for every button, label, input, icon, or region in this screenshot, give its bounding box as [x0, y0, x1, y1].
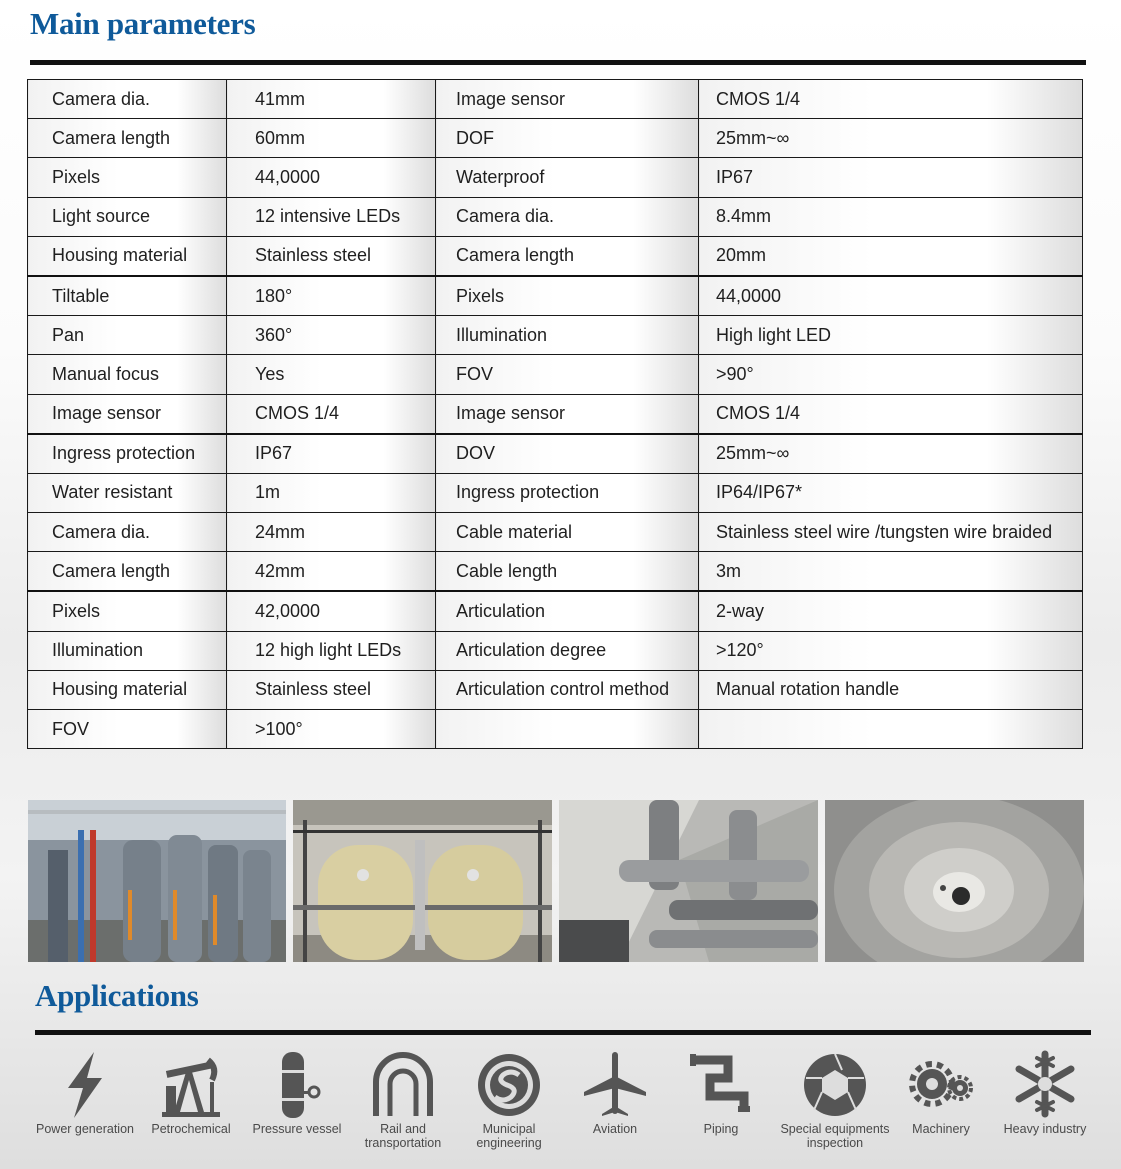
param-label-cell: Illumination — [436, 316, 699, 355]
application-item — [242, 1048, 352, 1136]
param-label-cell: Housing material — [28, 670, 227, 709]
water-tanks-photo — [293, 800, 552, 962]
param-label-cell: Cable length — [436, 552, 699, 592]
param-label-cell: Water resistant — [28, 473, 227, 512]
lightning-icon — [50, 1048, 120, 1122]
application-label: Aviation — [592, 1122, 638, 1136]
application-label: Rail and — [380, 1122, 426, 1136]
application-label: Pressure vessel — [252, 1122, 342, 1136]
param-value-cell: 42mm — [227, 552, 436, 592]
application-label-line2: transportation — [364, 1136, 442, 1150]
param-value-cell: 3m — [699, 552, 1083, 592]
param-label-cell: Camera length — [28, 552, 227, 592]
table-row — [28, 119, 1083, 158]
param-value-cell: >120° — [699, 631, 1083, 670]
table-row — [28, 394, 1083, 434]
param-label-cell: Ingress protection — [436, 473, 699, 512]
application-label: Heavy industry — [1003, 1122, 1087, 1136]
municipal-icon — [474, 1048, 544, 1122]
param-label-cell: Articulation degree — [436, 631, 699, 670]
param-value-cell: 60mm — [227, 119, 436, 158]
snowflake-gear-icon — [1010, 1048, 1080, 1122]
param-value-cell: IP67 — [227, 434, 436, 474]
title-divider — [30, 60, 1086, 65]
param-value-cell: 42,0000 — [227, 591, 436, 631]
param-value-cell: 12 high light LEDs — [227, 631, 436, 670]
applications-list — [30, 1048, 1096, 1163]
param-label-cell: Image sensor — [436, 80, 699, 119]
param-label-cell: Waterproof — [436, 158, 699, 197]
param-label-cell: Camera dia. — [28, 513, 227, 552]
pumpjack-icon — [156, 1048, 226, 1122]
param-label-cell: Tiltable — [28, 276, 227, 316]
application-label: Special equipments — [780, 1122, 890, 1136]
application-item — [780, 1048, 890, 1150]
table-row — [28, 80, 1083, 119]
param-value-cell: 44,0000 — [227, 158, 436, 197]
param-value-cell: Yes — [227, 355, 436, 394]
pipes-photo — [559, 800, 818, 962]
application-label: Machinery — [912, 1122, 970, 1136]
param-label-cell: Pixels — [436, 276, 699, 316]
main-parameters-title: Main parameters — [30, 6, 256, 41]
table-row — [28, 591, 1083, 631]
param-value-cell: Stainless steel — [227, 236, 436, 276]
application-item — [454, 1048, 564, 1150]
param-label-cell: Pixels — [28, 591, 227, 631]
aperture-icon — [800, 1048, 870, 1122]
application-item — [136, 1048, 246, 1136]
param-value-cell: CMOS 1/4 — [699, 394, 1083, 434]
table-row — [28, 513, 1083, 552]
gears-icon — [906, 1048, 976, 1122]
application-item — [990, 1048, 1100, 1136]
application-label-line2: engineering — [476, 1136, 542, 1150]
param-value-cell: 24mm — [227, 513, 436, 552]
application-label: Municipal — [482, 1122, 536, 1136]
param-label-cell: Image sensor — [436, 394, 699, 434]
param-value-cell: CMOS 1/4 — [227, 394, 436, 434]
application-label: Petrochemical — [151, 1122, 231, 1136]
param-label-cell: Pan — [28, 316, 227, 355]
param-value-cell — [699, 710, 1083, 749]
piping-icon — [686, 1048, 756, 1122]
param-value-cell: 360° — [227, 316, 436, 355]
param-value-cell: High light LED — [699, 316, 1083, 355]
param-label-cell: Cable material — [436, 513, 699, 552]
application-label-line2: inspection — [806, 1136, 864, 1150]
airplane-icon — [580, 1048, 650, 1122]
application-item — [348, 1048, 458, 1150]
application-label: Piping — [703, 1122, 739, 1136]
table-row — [28, 316, 1083, 355]
param-value-cell: Stainless steel — [227, 670, 436, 709]
param-value-cell: 12 intensive LEDs — [227, 197, 436, 236]
param-value-cell: 41mm — [227, 80, 436, 119]
param-label-cell: DOV — [436, 434, 699, 474]
param-label-cell — [436, 710, 699, 749]
param-label-cell: Camera length — [436, 236, 699, 276]
application-item — [30, 1048, 140, 1136]
param-label-cell: Camera dia. — [436, 197, 699, 236]
param-label-cell: Pixels — [28, 158, 227, 197]
param-value-cell: 25mm~∞ — [699, 434, 1083, 474]
parameters-table — [27, 79, 1083, 749]
param-label-cell: Articulation — [436, 591, 699, 631]
param-value-cell: Manual rotation handle — [699, 670, 1083, 709]
param-label-cell: Ingress protection — [28, 434, 227, 474]
param-value-cell: IP67 — [699, 158, 1083, 197]
applications-title: Applications — [35, 978, 199, 1013]
param-value-cell: 20mm — [699, 236, 1083, 276]
table-row — [28, 197, 1083, 236]
param-label-cell: Articulation control method — [436, 670, 699, 709]
param-value-cell: 8.4mm — [699, 197, 1083, 236]
application-label: Power generation — [36, 1122, 134, 1136]
table-row — [28, 710, 1083, 749]
param-value-cell: CMOS 1/4 — [699, 80, 1083, 119]
param-value-cell: IP64/IP67* — [699, 473, 1083, 512]
table-row — [28, 158, 1083, 197]
param-label-cell: Manual focus — [28, 355, 227, 394]
param-label-cell: Housing material — [28, 236, 227, 276]
application-item — [666, 1048, 776, 1136]
application-item — [886, 1048, 996, 1136]
pipe-interior-photo — [825, 800, 1084, 962]
param-value-cell: >90° — [699, 355, 1083, 394]
table-row — [28, 670, 1083, 709]
table-row — [28, 236, 1083, 276]
param-label-cell: FOV — [436, 355, 699, 394]
table-row — [28, 473, 1083, 512]
applications-divider — [35, 1030, 1091, 1035]
param-value-cell: 1m — [227, 473, 436, 512]
param-label-cell: Light source — [28, 197, 227, 236]
param-value-cell: Stainless steel wire /tungsten wire braided — [699, 513, 1083, 552]
param-label-cell: FOV — [28, 710, 227, 749]
param-label-cell: DOF — [436, 119, 699, 158]
param-value-cell: 25mm~∞ — [699, 119, 1083, 158]
table-row — [28, 276, 1083, 316]
param-label-cell: Camera length — [28, 119, 227, 158]
param-value-cell: >100° — [227, 710, 436, 749]
table-row — [28, 631, 1083, 670]
param-label-cell: Image sensor — [28, 394, 227, 434]
pressure-vessel-icon — [262, 1048, 332, 1122]
table-row — [28, 355, 1083, 394]
application-item — [560, 1048, 670, 1136]
param-value-cell: 2-way — [699, 591, 1083, 631]
industrial-plant-photo — [28, 800, 286, 962]
application-photos — [28, 800, 1084, 962]
table-row — [28, 434, 1083, 474]
param-value-cell: 44,0000 — [699, 276, 1083, 316]
table-row — [28, 552, 1083, 592]
param-value-cell: 180° — [227, 276, 436, 316]
param-label-cell: Illumination — [28, 631, 227, 670]
rail-icon — [368, 1048, 438, 1122]
param-label-cell: Camera dia. — [28, 80, 227, 119]
